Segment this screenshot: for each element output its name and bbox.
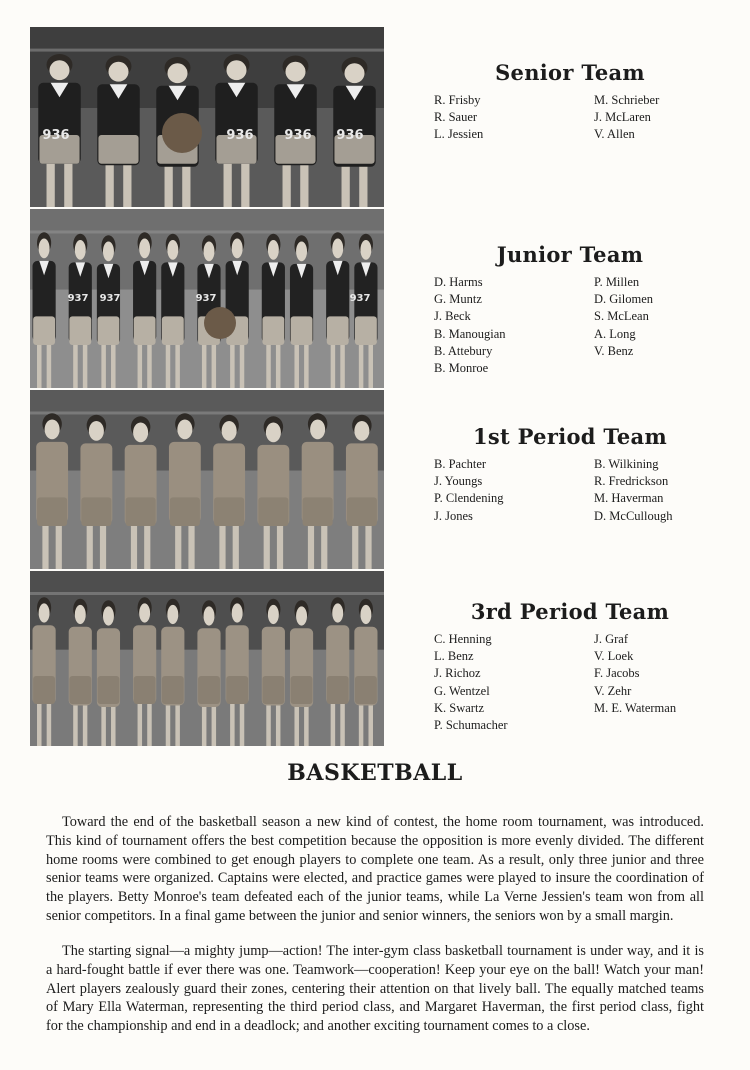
jersey-number: 936 — [336, 128, 364, 143]
roster-right-column — [580, 92, 720, 144]
player-name: V. Loek — [594, 649, 634, 664]
player-name: C. Henning — [434, 632, 492, 646]
player-name: G. Muntz — [434, 292, 482, 307]
jersey-number: 937 — [67, 293, 89, 304]
junior-team-photo — [30, 209, 384, 388]
player-name: D. Gilomen — [594, 292, 654, 307]
player-name: D. Harms — [434, 275, 483, 289]
roster-left-column — [420, 631, 580, 734]
jersey-number: 936 — [42, 128, 70, 143]
first-period-team-roster — [420, 424, 720, 525]
roster-right-column — [580, 456, 720, 525]
player-name: J. Jones — [434, 508, 473, 523]
player-name: S. McLean — [594, 309, 649, 324]
jersey-number: 937 — [349, 293, 371, 304]
senior-team-photo — [30, 27, 384, 207]
player-name: J. McLaren — [594, 110, 651, 125]
player-name: B. Pachter — [434, 457, 487, 471]
roster-right-column — [580, 274, 720, 377]
player-name: M. E. Waterman — [594, 700, 677, 715]
page-heading: BASKETBALL — [287, 760, 463, 786]
basketball — [204, 307, 236, 339]
player-name: D. McCullough — [594, 508, 673, 523]
jersey-number: 937 — [99, 293, 121, 304]
third-period-team-roster — [420, 599, 720, 734]
team-title: Senior Team — [495, 60, 645, 85]
player-name: J. Richoz — [434, 666, 481, 681]
team-title: 1st Period Team — [473, 424, 667, 449]
player-name: R. Frisby — [434, 93, 481, 107]
player-name: B. Attebury — [434, 343, 493, 358]
player-name: V. Benz — [594, 343, 634, 358]
player-name: B. Monroe — [434, 361, 489, 376]
team-title: 3rd Period Team — [470, 599, 670, 624]
player-name: R. Fredrickson — [594, 474, 669, 489]
player-name: V. Zehr — [594, 683, 632, 698]
player-name: L. Benz — [434, 649, 474, 664]
team-title: Junior Team — [496, 242, 644, 267]
player-name: J. Beck — [434, 309, 471, 324]
roster-left-column — [420, 456, 580, 525]
player-name: L. Jessien — [434, 127, 484, 142]
player-name: R. Sauer — [434, 110, 478, 125]
player-name: J. Graf — [594, 632, 629, 646]
article-paragraph: The starting signal—a mighty jump—action! The inter-gym class basketball tournament is under way, and it is a hard-fought battle if ever there was one. Teamwork—cooperation! Keep your eye on the ball! Watch your man! Alert players zealously guard their zones, centering their attention on that lively ball. The equally matched teams of Mary Ella Waterman, representing the third period class, and Margaret Haverman, the first period class, fight for the championship and end in a deadlock; and another exciting tournament comes to a close. — [46, 943, 704, 1035]
player-name: M. Haverman — [594, 491, 664, 506]
roster-right-column — [580, 631, 720, 734]
junior-team-roster — [420, 242, 720, 377]
first-period-team-photo — [30, 390, 384, 569]
player-name: B. Wilkining — [594, 457, 659, 471]
jersey-number: 937 — [195, 293, 217, 304]
player-name: F. Jacobs — [594, 666, 640, 681]
player-name: B. Manougian — [434, 326, 506, 341]
player-name: G. Wentzel — [434, 683, 490, 698]
player-name: M. Schrieber — [594, 93, 660, 107]
player-name: P. Millen — [594, 275, 640, 289]
player-name: J. Youngs — [434, 474, 483, 489]
article-paragraph: Toward the end of the basketball season a new kind of contest, the home room tournament, was introduced. This kind of tournament offers the best competition because the opposition is more evenly divided. The different home rooms were combined to get enough players to complete one team. As a result, only three junior and three senior teams were organized. Captains were elected, and practice games were played to insure the coordination of the players. Betty Monroe's team defeated each of the junior teams, while La Verne Jessien's team won from all senior competitors. In a final game between the junior and senior winners, the seniors won by a small margin. — [46, 814, 704, 924]
basketball — [162, 113, 202, 153]
senior-team-roster — [420, 60, 720, 144]
jersey-number: 936 — [226, 128, 254, 143]
player-name: P. Clendening — [434, 491, 504, 506]
player-name: P. Schumacher — [434, 718, 508, 733]
jersey-number: 936 — [284, 128, 312, 143]
player-name: A. Long — [594, 326, 636, 341]
third-period-team-photo — [30, 571, 384, 746]
roster-left-column — [420, 274, 580, 377]
player-name: V. Allen — [594, 127, 635, 142]
player-name: K. Swartz — [434, 700, 484, 715]
roster-left-column — [420, 92, 580, 144]
